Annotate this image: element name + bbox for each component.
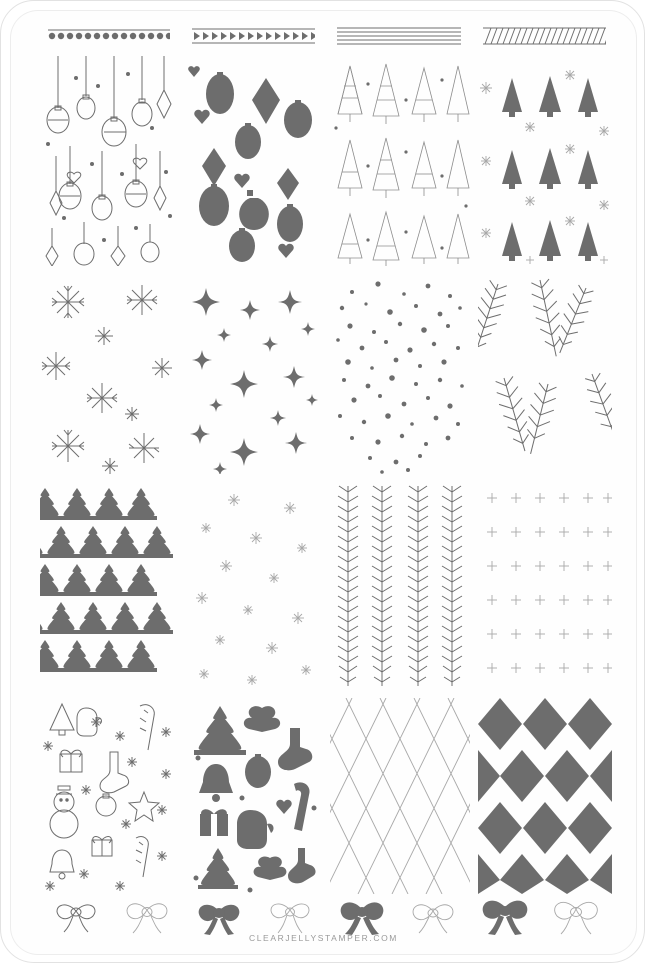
top-strip-row — [46, 26, 606, 48]
bow-solid-3 — [469, 890, 541, 938]
design-grid — [40, 56, 612, 896]
bow-solid-1 — [183, 890, 255, 938]
line-art-christmas-trees — [330, 56, 470, 266]
bow-outline-2 — [112, 890, 184, 938]
plus-sign-grid — [478, 482, 612, 690]
winter-icons-outline — [40, 698, 178, 894]
solid-trees-and-snowflakes — [478, 56, 612, 266]
argyle-outline-diamonds — [330, 698, 470, 894]
bow-outline-1 — [40, 890, 112, 938]
bow-outline-4 — [398, 890, 470, 938]
hanging-ornaments-outline — [40, 56, 178, 266]
sparse-snowflakes — [186, 482, 320, 690]
solid-ornaments-scatter — [186, 56, 320, 266]
bow-outline-5 — [541, 890, 613, 938]
sparkle-stars — [186, 274, 320, 474]
zigzag-chevron-strip — [192, 26, 316, 46]
brand-text: CLEARJELLYSTAMPER.COM — [248, 933, 398, 943]
pine-branches — [478, 274, 612, 474]
plate-inner-surface — [10, 10, 637, 955]
horizontal-lines-strip — [337, 26, 461, 46]
winter-icons-solid — [186, 698, 320, 894]
beaded-garland-strip — [46, 26, 170, 46]
bottom-bow-row — [40, 890, 612, 938]
solid-harlequin-diamonds — [478, 698, 612, 894]
confetti-dots — [330, 274, 470, 474]
starburst-snowflakes — [40, 274, 178, 474]
bow-solid-2 — [326, 890, 398, 938]
bow-outline-3 — [255, 890, 327, 938]
solid-tree-grid — [40, 482, 178, 690]
diagonal-hatch-strip — [483, 26, 607, 46]
vertical-garland-columns — [330, 482, 470, 690]
